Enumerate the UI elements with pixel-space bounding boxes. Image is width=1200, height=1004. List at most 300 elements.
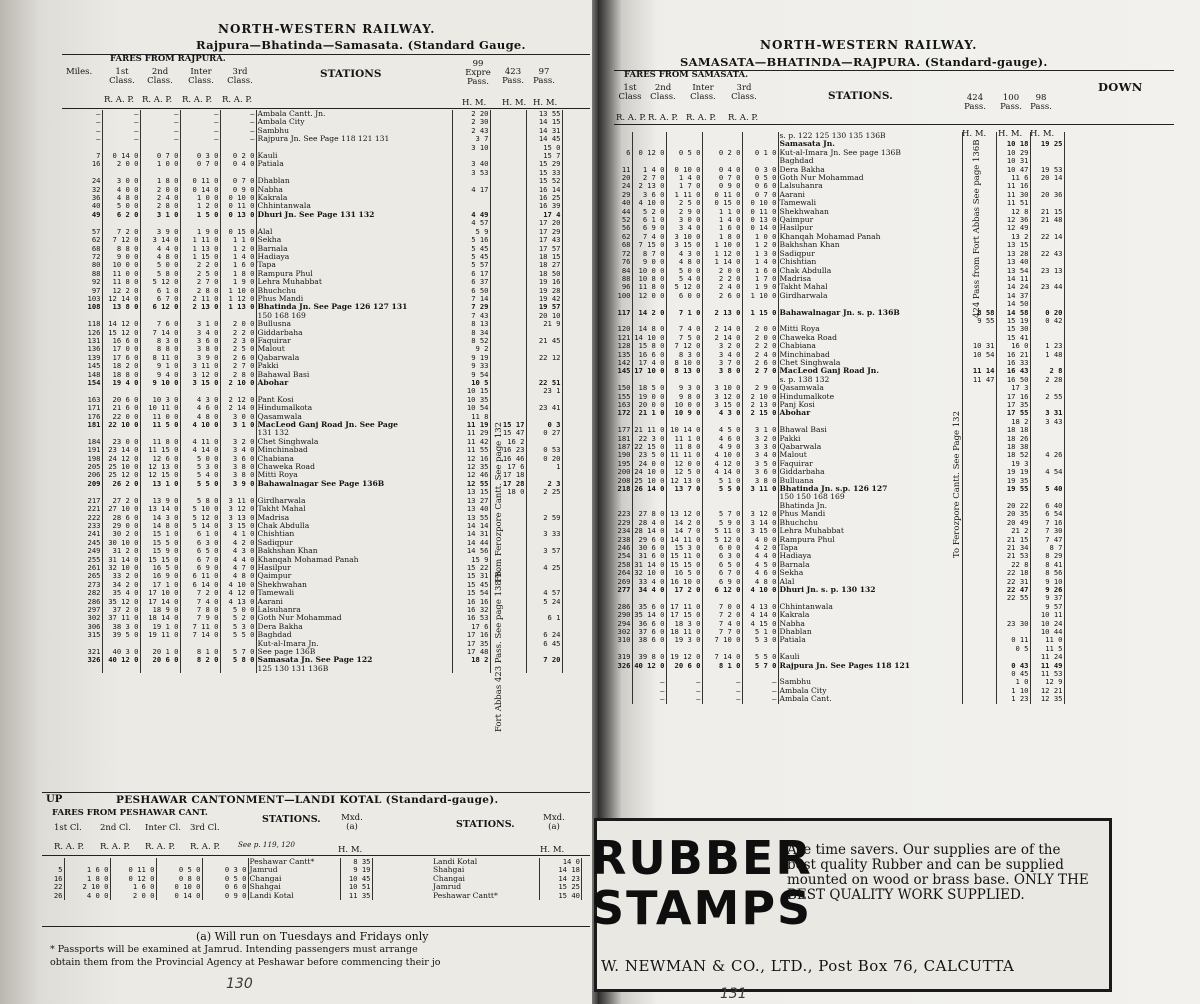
right-table-row: [614, 552, 1064, 560]
fare-cell: —: [702, 687, 742, 695]
fare-cell: 28 4 0: [632, 519, 666, 527]
station-name: Takht Mahal: [256, 505, 452, 513]
fare-cell: 0 4 0: [220, 160, 256, 168]
miles-cell: [42, 858, 64, 866]
time-cell: 5 24: [526, 598, 562, 606]
fare-cell: 14 2 0: [666, 519, 702, 527]
miles-cell: 198: [62, 455, 102, 463]
miles-cell: 290: [614, 611, 632, 619]
fare-cell: —: [180, 127, 220, 135]
left-table-row: [62, 135, 562, 143]
fare-cell: 5 2 0: [220, 614, 256, 622]
time-cell: [526, 371, 562, 379]
time-cell: 16 2: [490, 438, 526, 446]
ad-headline-rubber: RUBBER: [591, 831, 813, 885]
fare-cell: 1 13 0: [220, 303, 256, 311]
fare-cell: [140, 429, 180, 437]
left-table-row: [62, 514, 562, 522]
miles-cell: 190: [614, 451, 632, 459]
fare-cell: 5 0 0: [180, 455, 220, 463]
miles-cell: 222: [62, 514, 102, 522]
fare-cell: 5 5 0: [220, 631, 256, 639]
station-name: Qasamwala: [256, 413, 452, 421]
fare-cell: 11 15 0: [140, 446, 180, 454]
right-table-row: [614, 300, 1064, 308]
fare-cell: 8 13 0: [666, 367, 702, 375]
fare-cell: —: [666, 678, 702, 686]
fare-cell: 2 13 0: [632, 182, 666, 190]
time-cell: 11 5: [1030, 645, 1064, 653]
station-name: Peshawar Cantt*: [432, 892, 540, 900]
fare-cell: 17 15 0: [666, 611, 702, 619]
fare-cell: [666, 594, 702, 602]
time-cell: 14 31: [452, 530, 490, 538]
fare-cell: 27 10 0: [102, 505, 140, 513]
miles-cell: [62, 387, 102, 395]
fare-cell: [702, 132, 742, 140]
station-name: 150 150 168 169: [778, 493, 962, 501]
fare-cell: 4 2 0: [220, 539, 256, 547]
time-cell: 13 55: [526, 110, 562, 118]
right-table-row: [614, 502, 1064, 510]
time-cell: [452, 152, 490, 160]
time-cell: 16 39: [526, 202, 562, 210]
fare-cell: 16 6 0: [102, 337, 140, 345]
time-cell: 4 54: [1030, 468, 1064, 476]
peshawar-return-hm: H. M.: [540, 845, 565, 855]
time-cell: [962, 325, 996, 333]
time-cell: 3 40: [452, 160, 490, 168]
time-cell: 12 8: [996, 208, 1030, 216]
fare-cell: [102, 169, 140, 177]
fare-cell: [632, 502, 666, 510]
station-name: Jamrud: [248, 866, 340, 874]
time-cell: 18 52: [996, 451, 1030, 459]
time-cell: 2 8: [1030, 367, 1064, 375]
miles-cell: 319: [614, 653, 632, 661]
time-cell: 15 9: [452, 556, 490, 564]
fare-cell: 22 0 0: [102, 413, 140, 421]
miles-cell: 142: [614, 359, 632, 367]
time-cell: [490, 379, 526, 387]
fare-cell: 1 6 0: [110, 883, 156, 891]
left-table-row: [62, 505, 562, 513]
right-class-inter: Inter Class.: [690, 83, 716, 102]
time-cell: 8 52: [452, 337, 490, 345]
fare-cell: 1 8 0: [64, 875, 110, 883]
fare-cell: 7 6 0: [140, 320, 180, 328]
station-name: Chabiana: [256, 455, 452, 463]
fare-cell: 2 14 0: [220, 404, 256, 412]
fare-cell: 1 6 0: [64, 866, 110, 874]
fare-cell: 3 7 0: [702, 359, 742, 367]
station-name: Takht Mahal: [778, 283, 962, 291]
fare-cell: 2 8 0: [140, 202, 180, 210]
page-mark-left: 130: [226, 976, 253, 992]
miles-cell: 44: [614, 208, 632, 216]
fare-cell: [140, 144, 180, 152]
fare-cell: [666, 493, 702, 501]
time-cell: 17 48: [452, 648, 490, 656]
left-table-row: [62, 429, 562, 437]
fare-cell: [742, 594, 778, 602]
station-name: Khanqah Mohamad Panah: [256, 556, 452, 564]
peshawar-rap-4: R. A. P.: [190, 842, 221, 852]
fare-cell: 3 1 0: [742, 426, 778, 434]
fare-cell: 13 14 0: [140, 505, 180, 513]
right-table-row: [614, 620, 1064, 628]
time-cell: 22 51: [526, 379, 562, 387]
miles-cell: 11: [614, 166, 632, 174]
time-cell: [1030, 258, 1064, 266]
fare-cell: —: [140, 118, 180, 126]
fare-cell: 3 12 0: [702, 393, 742, 401]
time-cell: 13 55: [452, 514, 490, 522]
time-cell: [962, 418, 996, 426]
time-cell: [490, 404, 526, 412]
miles-cell: 97: [62, 287, 102, 295]
peshawar-return-mxd-head: Mxd. (a): [543, 813, 565, 832]
fare-cell: [632, 670, 666, 678]
fare-cell: 1 7 0: [666, 182, 702, 190]
right-down-label: DOWN: [1098, 80, 1143, 94]
left-table-row: [62, 211, 562, 219]
fare-cell: 21 6 0: [102, 404, 140, 412]
fare-cell: 5 5 0: [180, 480, 220, 488]
station-name: [778, 645, 962, 653]
fare-cell: 7 14 0: [702, 653, 742, 661]
fare-cell: 6 7 0: [702, 569, 742, 577]
miles-cell: 16: [42, 875, 64, 883]
fare-cell: [102, 640, 140, 648]
station-name: Shekhwahan: [256, 581, 452, 589]
time-cell: 8 35: [340, 858, 372, 866]
fare-cell: 6 5 0: [702, 561, 742, 569]
time-cell: 10 54: [962, 351, 996, 359]
fare-cell: 14 7 0: [666, 527, 702, 535]
miles-cell: [614, 157, 632, 165]
miles-cell: 68: [614, 241, 632, 249]
time-cell: 5 16: [452, 236, 490, 244]
time-cell: 10 44: [1030, 628, 1064, 636]
fare-cell: 7 2 0: [702, 611, 742, 619]
right-table-row: [614, 460, 1064, 468]
time-cell: 6 40: [1030, 502, 1064, 510]
time-cell: [962, 334, 996, 342]
station-name: Sambhu: [778, 678, 962, 686]
station-name: Dera Bakha: [256, 623, 452, 631]
time-cell: [490, 169, 526, 177]
fare-cell: [632, 317, 666, 325]
time-cell: [962, 443, 996, 451]
fare-cell: 1 10 0: [702, 241, 742, 249]
left-table-row: [62, 379, 562, 387]
fare-cell: 1 9 0: [180, 228, 220, 236]
time-cell: [1030, 426, 1064, 434]
station-name: Sadiqpur: [256, 539, 452, 547]
station-name: Jamrud: [432, 883, 540, 891]
time-cell: [962, 603, 996, 611]
right-table-row: [614, 678, 1064, 686]
fare-cell: 6 7 0: [180, 556, 220, 564]
fare-cell: 5 12 0: [702, 536, 742, 544]
fare-cell: 1 8 0: [140, 177, 180, 185]
station-name: Chak Abdulla: [778, 267, 962, 275]
station-name: Hasilpur: [256, 564, 452, 572]
fare-cell: 23 5 0: [632, 451, 666, 459]
fare-cell: 34 4 0: [632, 586, 666, 594]
right-railway-title: NORTH-WESTERN RAILWAY.: [760, 38, 978, 52]
time-cell: 7 14: [452, 295, 490, 303]
station-name: Samasata Jn. See Page 122: [256, 656, 452, 664]
right-table-row: [614, 493, 1064, 501]
fare-cell: 1 4 0: [666, 174, 702, 182]
fare-cell: 1 0 0: [742, 233, 778, 241]
time-cell: [962, 536, 996, 544]
fare-cell: 3 0 0: [666, 216, 702, 224]
time-cell: 19 16: [526, 278, 562, 286]
right-table-row: [614, 157, 1064, 165]
left-table-row: [62, 656, 562, 664]
station-name: Kut-al-Imara Jn.: [256, 640, 452, 648]
peshawar-class-2: 2nd Cl.: [100, 823, 131, 833]
fare-cell: 1 6 0: [702, 224, 742, 232]
ad-body-copy: Are time savers. Our supplies are of the best quality Rubber and can be supplied mounted on wood or brass base. ONLY THE BEST QUALITY WORK SUPPLIED.: [787, 842, 1089, 903]
fare-cell: 6 9 0: [180, 564, 220, 572]
time-cell: 2 59: [526, 514, 562, 522]
fare-cell: 31 6 0: [632, 552, 666, 560]
fare-cell: [666, 317, 702, 325]
miles-cell: —: [62, 135, 102, 143]
left-table-row: [62, 396, 562, 404]
fare-cell: 11 8 0: [140, 438, 180, 446]
time-cell: 11 30: [996, 191, 1030, 199]
time-cell: 3 31: [1030, 409, 1064, 417]
fare-cell: 1 15 0: [180, 253, 220, 261]
time-cell: 15 31: [452, 572, 490, 580]
time-cell: 16 21: [996, 351, 1030, 359]
miles-cell: 229: [614, 519, 632, 527]
fare-cell: 25 10 0: [632, 477, 666, 485]
station-name: Chak Abdulla: [256, 522, 452, 530]
time-cell: 22 14: [1030, 233, 1064, 241]
fare-cell: [702, 594, 742, 602]
peshawar-return-timetable: [432, 858, 582, 900]
fare-cell: 5 10 0: [180, 505, 220, 513]
miles-cell: 72: [62, 253, 102, 261]
miles-cell: 191: [62, 446, 102, 454]
miles-cell: 261: [62, 564, 102, 572]
time-cell: 10 31: [962, 342, 996, 350]
time-cell: 0 5: [996, 645, 1030, 653]
fare-cell: 4 8 0: [742, 578, 778, 586]
left-table-row: [62, 219, 562, 227]
fare-cell: [666, 157, 702, 165]
fare-cell: 3 9 0: [220, 480, 256, 488]
time-cell: 4 26: [1030, 451, 1064, 459]
left-table-row: [62, 606, 562, 614]
left-timetable: [62, 110, 563, 673]
fare-cell: [220, 429, 256, 437]
fare-cell: 11 0 0: [140, 413, 180, 421]
time-cell: [962, 359, 996, 367]
right-table-row: [614, 426, 1064, 434]
fare-cell: 9 0 0: [102, 253, 140, 261]
time-cell: [490, 396, 526, 404]
station-name: Dhuri Jn. s. p. 130 132: [778, 586, 962, 594]
miles-cell: 200: [614, 468, 632, 476]
fare-cell: 2 12 0: [220, 396, 256, 404]
time-cell: 17 4: [526, 211, 562, 219]
fare-cell: 35 6 0: [632, 603, 666, 611]
fare-cell: [140, 665, 180, 673]
time-cell: 8 56: [1030, 569, 1064, 577]
fare-cell: 7 10 0: [702, 636, 742, 644]
fare-cell: 18 8 0: [102, 371, 140, 379]
fare-cell: 21 11 0: [632, 426, 666, 434]
fare-cell: 1 14 0: [702, 258, 742, 266]
miles-cell: 136: [62, 345, 102, 353]
right-rap-2: R. A. P.: [648, 113, 679, 123]
fare-cell: 2 8 0: [220, 371, 256, 379]
time-cell: [1030, 241, 1064, 249]
fare-cell: 12 2 0: [102, 287, 140, 295]
station-name: Bahawalnagar Jn. s. p. 136B: [778, 309, 962, 317]
miles-cell: 145: [62, 362, 102, 370]
left-table-row: [62, 480, 562, 488]
fare-cell: 7 14 0: [180, 631, 220, 639]
fare-cell: 18 14 0: [140, 614, 180, 622]
fare-cell: 10 0 0: [666, 401, 702, 409]
fare-cell: 3 8 0: [180, 345, 220, 353]
miles-cell: —: [62, 118, 102, 126]
fare-cell: [742, 157, 778, 165]
fare-cell: 3 6 0: [220, 455, 256, 463]
miles-cell: 181: [614, 435, 632, 443]
station-name: Tapa: [256, 261, 452, 269]
fare-cell: —: [102, 135, 140, 143]
fare-cell: 34 2 0: [102, 581, 140, 589]
fare-cell: 2 5 0: [666, 199, 702, 207]
station-name: [256, 387, 452, 395]
time-cell: [962, 477, 996, 485]
fare-cell: [140, 640, 180, 648]
time-cell: [962, 384, 996, 392]
left-route-title: Rajpura—Bhatinda—Samasata. (Standard Gauge.: [196, 38, 526, 52]
fare-cell: 29 6 0: [632, 536, 666, 544]
right-table-row: [614, 132, 1064, 140]
fare-cell: 23 0 0: [102, 438, 140, 446]
fare-cell: 30 10 0: [102, 539, 140, 547]
fare-cell: 12 6 0: [140, 455, 180, 463]
miles-cell: 177: [614, 426, 632, 434]
peshawar-rap-1: R. A. P.: [54, 842, 85, 852]
miles-cell: [614, 645, 632, 653]
fare-cell: 1 12 0: [220, 295, 256, 303]
fare-cell: [632, 300, 666, 308]
fare-cell: 11 8 0: [666, 443, 702, 451]
time-cell: [1030, 157, 1064, 165]
fare-cell: 27 2 0: [102, 497, 140, 505]
miles-cell: 265: [62, 572, 102, 580]
fare-cell: 1 3 0: [742, 250, 778, 258]
station-name: Pakki: [778, 435, 962, 443]
miles-cell: 88: [62, 270, 102, 278]
fare-cell: 13 9 0: [140, 497, 180, 505]
time-cell: 10 11: [1030, 611, 1064, 619]
time-cell: 17 57: [526, 245, 562, 253]
fare-cell: 2 5 0: [180, 270, 220, 278]
miles-cell: 108: [62, 303, 102, 311]
time-cell: 20 14: [1030, 174, 1064, 182]
fare-cell: 15 15 0: [140, 556, 180, 564]
miles-cell: 294: [614, 620, 632, 628]
left-table-row: [62, 547, 562, 555]
miles-cell: 249: [62, 547, 102, 555]
station-name: Baghdad: [256, 631, 452, 639]
time-cell: [962, 426, 996, 434]
fare-cell: 17 1 0: [140, 581, 180, 589]
fare-cell: 16 6 0: [632, 351, 666, 359]
left-table-row: [62, 152, 562, 160]
left-table-row: [62, 362, 562, 370]
miles-cell: 218: [614, 485, 632, 493]
miles-cell: [614, 418, 632, 426]
fare-cell: [632, 418, 666, 426]
fare-cell: 5 8 0: [220, 656, 256, 664]
fare-cell: 2 2 0: [180, 261, 220, 269]
time-cell: 14 50: [996, 300, 1030, 308]
fare-cell: [202, 858, 248, 866]
station-name: Landi Kotal: [248, 892, 340, 900]
time-cell: 11 19: [452, 421, 490, 429]
miles-cell: 150: [614, 384, 632, 392]
fare-cell: 2 9 0: [666, 208, 702, 216]
fare-cell: 37 6 0: [632, 628, 666, 636]
fare-cell: 11 1 0: [666, 435, 702, 443]
fare-cell: 4 11 0: [180, 438, 220, 446]
station-name: Lalsuhanra: [256, 606, 452, 614]
fare-cell: [180, 144, 220, 152]
time-cell: 18 18: [996, 426, 1030, 434]
station-name: Kauli: [778, 653, 962, 661]
time-cell: [962, 460, 996, 468]
time-cell: 16 23: [490, 446, 526, 454]
time-cell: 0 27: [526, 429, 562, 437]
right-table-row: [614, 283, 1064, 291]
miles-cell: 126: [62, 329, 102, 337]
fare-cell: 12 15 0: [140, 471, 180, 479]
time-cell: [490, 135, 526, 143]
time-cell: [1030, 477, 1064, 485]
time-cell: 3 53: [452, 169, 490, 177]
time-cell: [962, 435, 996, 443]
station-name: Girdharwala: [256, 497, 452, 505]
fare-cell: 0 7 0: [140, 152, 180, 160]
fare-cell: [180, 665, 220, 673]
station-name: [256, 169, 452, 177]
station-name: Sekha: [256, 236, 452, 244]
time-cell: [962, 611, 996, 619]
fare-cell: [140, 387, 180, 395]
left-table-row: [62, 278, 562, 286]
miles-cell: 52: [614, 216, 632, 224]
time-cell: 15 52: [526, 177, 562, 185]
time-cell: 12 55: [452, 480, 490, 488]
miles-cell: 135: [614, 351, 632, 359]
miles-cell: 310: [614, 636, 632, 644]
peshawar-bottom-rule: [42, 926, 590, 927]
